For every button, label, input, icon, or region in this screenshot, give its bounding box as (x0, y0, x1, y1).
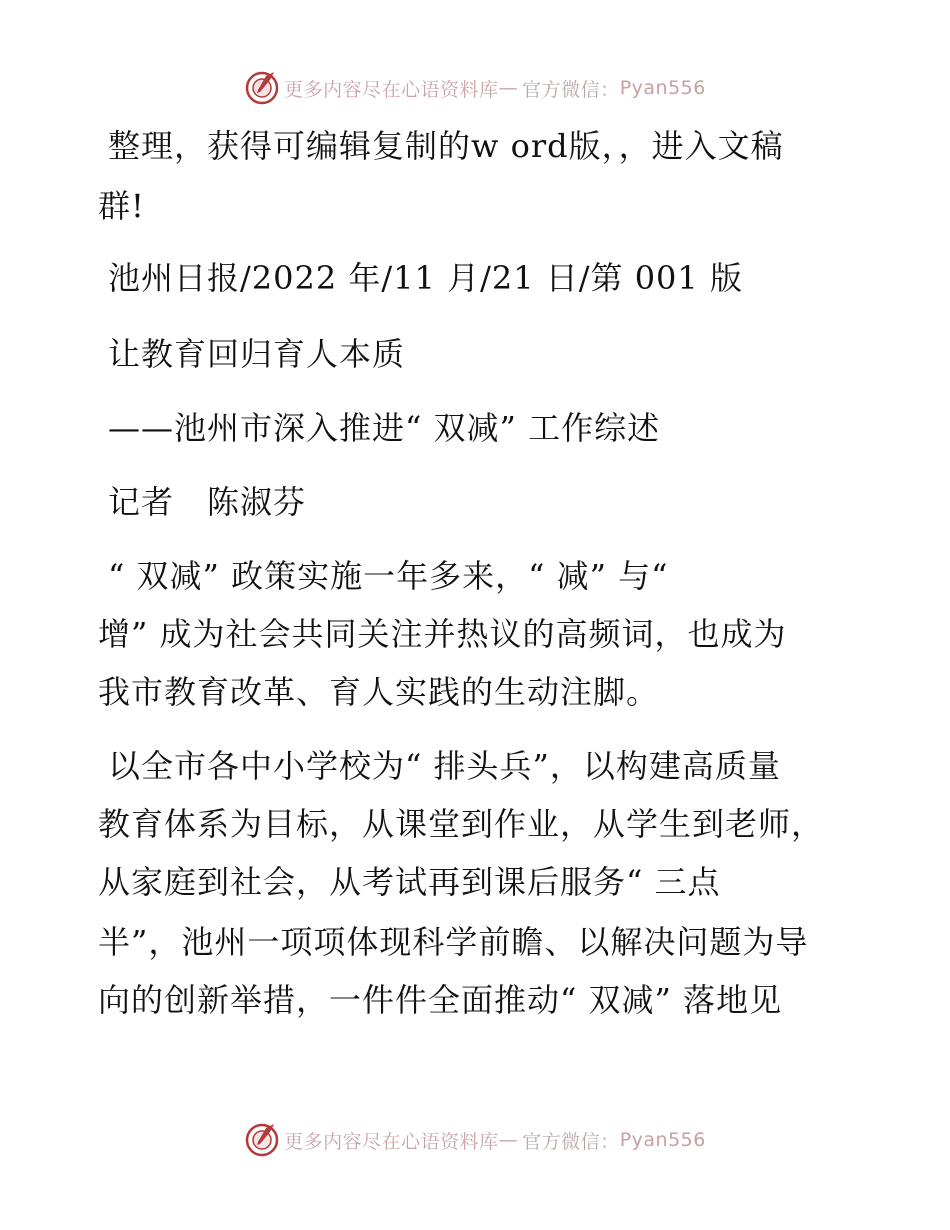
watermark-wechat-label: 官方微信： (522, 1130, 620, 1153)
watermark-brand: 更多内容尽在心语资料库 (284, 1130, 499, 1153)
text-line: 教育体系为目标，从课堂到作业，从学生到老师， (98, 805, 825, 843)
watermark-dash: — (498, 77, 519, 99)
quill-circle-icon (244, 70, 280, 106)
text-line: 半”，池州一项项体现科学前瞻、以解决问题为导 (98, 923, 809, 961)
text-line: 我市教育改革、育人实践的生动注脚。 (98, 673, 660, 711)
text-line: 以全市各中小学校为“ 排头兵”，以构建高质量 (108, 747, 781, 785)
article-title: 让教育回归育人本质 (108, 335, 406, 373)
header-watermark (0, 68, 950, 108)
text-line: 整理，获得可编辑复制的w ord版，，进入文稿 (108, 127, 784, 165)
text-line: “ 双减” 政策实施一年多来，“ 减” 与“ (108, 557, 669, 595)
dateline: 池州日报/2022 年/11 月/21 日/第 001 版 (108, 259, 743, 297)
article-subtitle: ——池州市深入推进“ 双减” 工作综述 (108, 409, 661, 447)
watermark-wechat-id: Pyan556 (619, 1129, 706, 1151)
byline: 记者 陈淑芬 (108, 483, 307, 521)
quill-circle-icon (244, 1122, 280, 1158)
footer-watermark (0, 1120, 950, 1160)
text-line: 向的创新举措，一件件全面推动“ 双减” 落地见 (98, 981, 783, 1019)
text-line: 从家庭到社会，从考试再到课后服务“ 三点 (98, 863, 721, 901)
watermark-brand: 更多内容尽在心语资料库 (284, 78, 499, 101)
text-line: 增” 成为社会共同关注并热议的高频词，也成为 (98, 615, 787, 653)
watermark-wechat-label: 官方微信： (522, 78, 620, 101)
watermark-wechat-id: Pyan556 (619, 77, 706, 99)
text-line: 群! (98, 187, 145, 225)
watermark-dash: — (498, 1129, 519, 1151)
